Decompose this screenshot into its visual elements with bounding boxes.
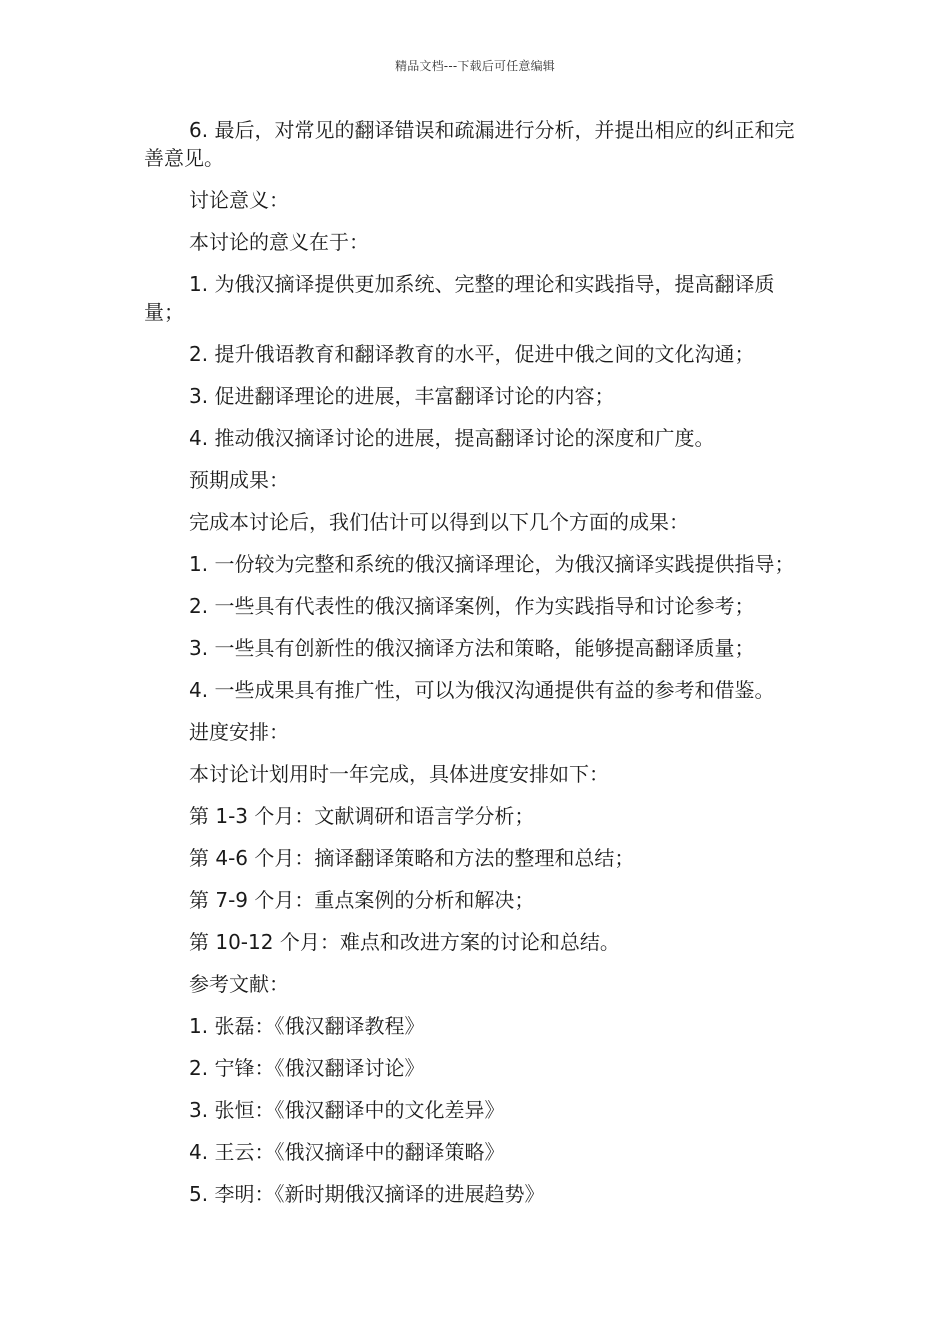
list-item-result-4: 4. 一些成果具有推广性，可以为俄汉沟通提供有益的参考和借鉴。 bbox=[189, 678, 775, 702]
reference-item-5: 5. 李明：《新时期俄汉摘译的进展趋势》 bbox=[189, 1182, 545, 1206]
schedule-item-2: 第 4-6 个月：摘译翻译策略和方法的整理和总结； bbox=[189, 846, 635, 870]
list-item-result-2: 2. 一些具有代表性的俄汉摘译案例，作为实践指导和讨论参考； bbox=[189, 594, 755, 618]
schedule-item-3: 第 7-9 个月：重点案例的分析和解决； bbox=[189, 888, 535, 912]
page-header: 精品文档---下载后可任意编辑 bbox=[395, 59, 555, 73]
paragraph-significance-intro: 本讨论的意义在于： bbox=[189, 230, 369, 254]
heading-schedule: 进度安排： bbox=[189, 720, 289, 744]
list-item-significance-3: 3. 促进翻译理论的进展，丰富翻译讨论的内容； bbox=[189, 384, 615, 408]
reference-item-2: 2. 宁锋：《俄汉翻译讨论》 bbox=[189, 1056, 425, 1080]
reference-item-4: 4. 王云：《俄汉摘译中的翻译策略》 bbox=[189, 1140, 505, 1164]
schedule-item-1: 第 1-3 个月：文献调研和语言学分析； bbox=[189, 804, 535, 828]
list-item-significance-1: 1. 为俄汉摘译提供更加系统、完整的理论和实践指导，提高翻译质量； bbox=[144, 272, 775, 324]
list-item-result-1: 1. 一份较为完整和系统的俄汉摘译理论，为俄汉摘译实践提供指导； bbox=[189, 552, 795, 576]
list-item-significance-2: 2. 提升俄语教育和翻译教育的水平，促进中俄之间的文化沟通； bbox=[189, 342, 755, 366]
list-item-result-3: 3. 一些具有创新性的俄汉摘译方法和策略，能够提高翻译质量； bbox=[189, 636, 755, 660]
paragraph-results-intro: 完成本讨论后，我们估计可以得到以下几个方面的成果： bbox=[189, 510, 689, 534]
schedule-item-4: 第 10-12 个月：难点和改进方案的讨论和总结。 bbox=[189, 930, 620, 954]
paragraph-final-analysis: 6. 最后，对常见的翻译错误和疏漏进行分析，并提出相应的纠正和完善意见。 bbox=[144, 118, 795, 170]
reference-item-1: 1. 张磊：《俄汉翻译教程》 bbox=[189, 1014, 425, 1038]
list-item-significance-4: 4. 推动俄汉摘译讨论的进展，提高翻译讨论的深度和广度。 bbox=[189, 426, 715, 450]
heading-references: 参考文献： bbox=[189, 972, 289, 996]
heading-significance: 讨论意义： bbox=[189, 188, 289, 212]
document-body bbox=[144, 116, 804, 1222]
reference-item-3: 3. 张恒：《俄汉翻译中的文化差异》 bbox=[189, 1098, 505, 1122]
heading-expected-results: 预期成果： bbox=[189, 468, 289, 492]
paragraph-schedule-intro: 本讨论计划用时一年完成，具体进度安排如下： bbox=[189, 762, 609, 786]
